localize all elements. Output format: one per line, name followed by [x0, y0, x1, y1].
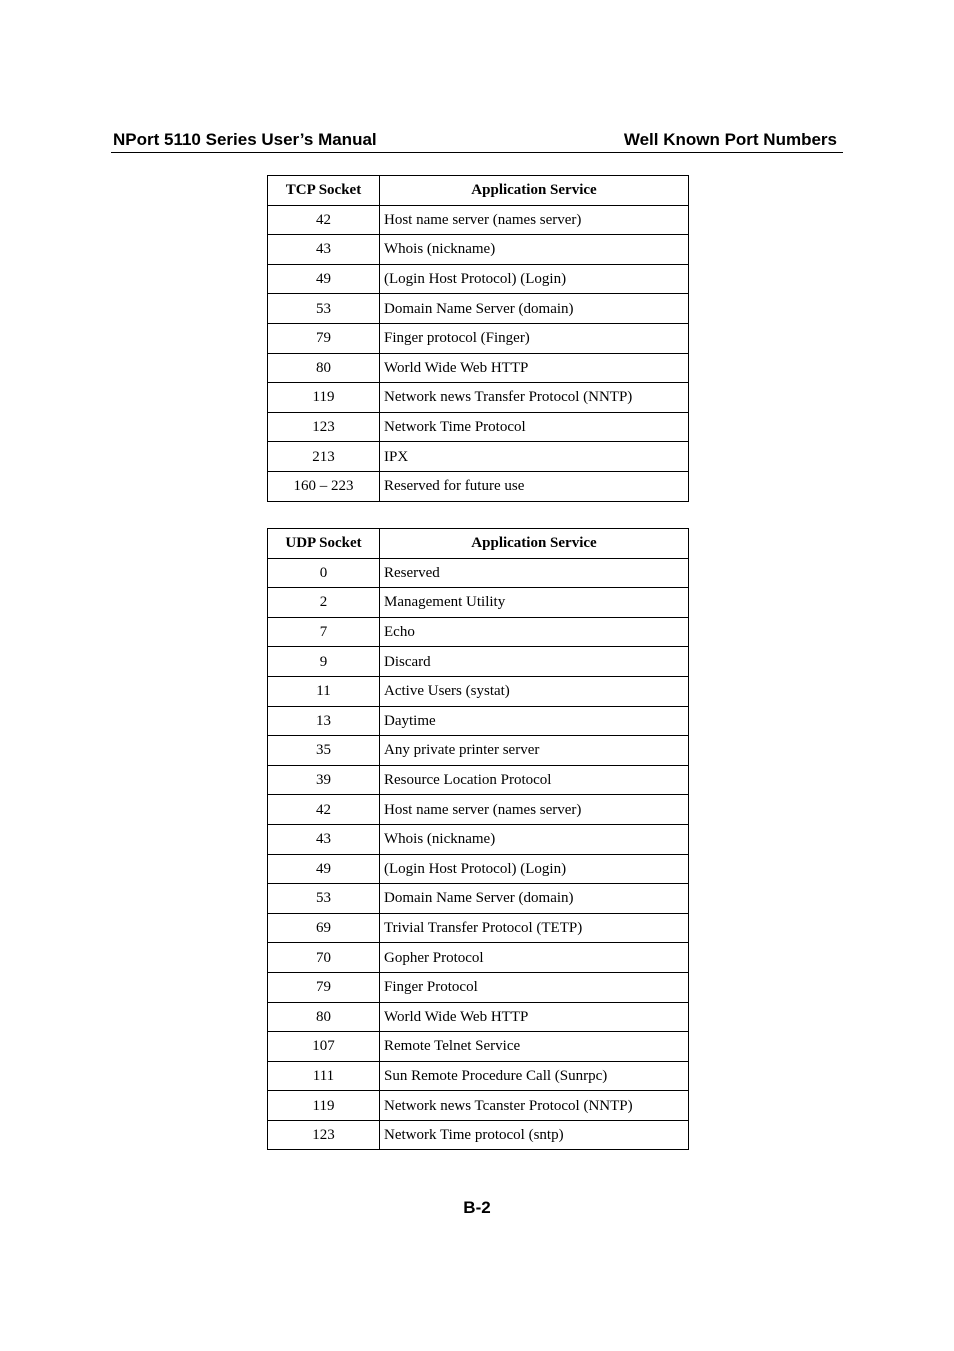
socket-number-cell: 49 [268, 264, 380, 294]
socket-number-cell: 0 [268, 558, 380, 588]
application-service-cell: Whois (nickname) [380, 824, 689, 854]
socket-number-cell: 11 [268, 676, 380, 706]
page-header [111, 128, 843, 153]
table-row [268, 264, 689, 294]
table-row [268, 412, 689, 442]
application-service-cell: Active Users (systat) [380, 676, 689, 706]
socket-number-cell: 69 [268, 913, 380, 943]
table-row [268, 706, 689, 736]
table-row [268, 588, 689, 618]
application-service-cell: Host name server (names server) [380, 205, 689, 235]
application-service-cell: Reserved [380, 558, 689, 588]
socket-number-cell: 53 [268, 884, 380, 914]
application-service-cell: Network Time Protocol [380, 412, 689, 442]
socket-number-cell: 213 [268, 442, 380, 472]
table-row [268, 205, 689, 235]
column-header-socket: UDP Socket [268, 529, 380, 559]
socket-number-cell: 111 [268, 1061, 380, 1091]
socket-number-cell: 39 [268, 765, 380, 795]
table-row [268, 442, 689, 472]
table-row [268, 1091, 689, 1121]
application-service-cell: Network Time protocol (sntp) [380, 1120, 689, 1150]
application-service-cell: (Login Host Protocol) (Login) [380, 854, 689, 884]
table-row [268, 1032, 689, 1062]
application-service-cell: Resource Location Protocol [380, 765, 689, 795]
table-row [268, 647, 689, 677]
column-header-socket: TCP Socket [268, 176, 380, 206]
table-row [268, 676, 689, 706]
table-row [268, 1061, 689, 1091]
socket-number-cell: 80 [268, 1002, 380, 1032]
application-service-cell: Domain Name Server (domain) [380, 294, 689, 324]
section-title: Well Known Port Numbers [623, 130, 837, 149]
table-header-row [268, 176, 689, 206]
application-service-cell: Any private printer server [380, 736, 689, 766]
socket-number-cell: 2 [268, 588, 380, 618]
table-row [268, 1120, 689, 1150]
application-service-cell: Discard [380, 647, 689, 677]
application-service-cell: Whois (nickname) [380, 235, 689, 265]
application-service-cell: Finger protocol (Finger) [380, 323, 689, 353]
application-service-cell: Trivial Transfer Protocol (TETP) [380, 913, 689, 943]
socket-number-cell: 49 [268, 854, 380, 884]
application-service-cell: Echo [380, 617, 689, 647]
table-row [268, 824, 689, 854]
socket-number-cell: 42 [268, 795, 380, 825]
table-row [268, 353, 689, 383]
table-row [268, 795, 689, 825]
column-header-service: Application Service [380, 176, 689, 206]
page-number: B-2 [463, 1198, 491, 1217]
tcp-port-table [267, 175, 689, 502]
table-row [268, 1002, 689, 1032]
table-row [268, 617, 689, 647]
table-row [268, 471, 689, 501]
application-service-cell: World Wide Web HTTP [380, 1002, 689, 1032]
table-row [268, 943, 689, 973]
socket-number-cell: 119 [268, 383, 380, 413]
socket-number-cell: 70 [268, 943, 380, 973]
table-row [268, 972, 689, 1002]
application-service-cell: IPX [380, 442, 689, 472]
application-service-cell: Management Utility [380, 588, 689, 618]
table-row [268, 736, 689, 766]
socket-number-cell: 9 [268, 647, 380, 677]
socket-number-cell: 123 [268, 1120, 380, 1150]
table-row [268, 913, 689, 943]
application-service-cell: Network news Transfer Protocol (NNTP) [380, 383, 689, 413]
socket-number-cell: 160 – 223 [268, 471, 380, 501]
application-service-cell: Host name server (names server) [380, 795, 689, 825]
application-service-cell: (Login Host Protocol) (Login) [380, 264, 689, 294]
socket-number-cell: 53 [268, 294, 380, 324]
socket-number-cell: 119 [268, 1091, 380, 1121]
socket-number-cell: 80 [268, 353, 380, 383]
socket-number-cell: 43 [268, 824, 380, 854]
socket-number-cell: 7 [268, 617, 380, 647]
socket-number-cell: 79 [268, 972, 380, 1002]
application-service-cell: Network news Tcanster Protocol (NNTP) [380, 1091, 689, 1121]
manual-title: NPort 5110 Series User’s Manual [113, 130, 377, 149]
application-service-cell: Sun Remote Procedure Call (Sunrpc) [380, 1061, 689, 1091]
column-header-service: Application Service [380, 529, 689, 559]
application-service-cell: Remote Telnet Service [380, 1032, 689, 1062]
application-service-cell: Reserved for future use [380, 471, 689, 501]
table-row [268, 235, 689, 265]
socket-number-cell: 13 [268, 706, 380, 736]
table-row [268, 323, 689, 353]
socket-number-cell: 123 [268, 412, 380, 442]
application-service-cell: Daytime [380, 706, 689, 736]
table-row [268, 884, 689, 914]
application-service-cell: Gopher Protocol [380, 943, 689, 973]
application-service-cell: World Wide Web HTTP [380, 353, 689, 383]
socket-number-cell: 42 [268, 205, 380, 235]
table-header-row [268, 529, 689, 559]
table-row [268, 558, 689, 588]
socket-number-cell: 35 [268, 736, 380, 766]
socket-number-cell: 107 [268, 1032, 380, 1062]
table-row [268, 383, 689, 413]
table-row [268, 294, 689, 324]
socket-number-cell: 43 [268, 235, 380, 265]
table-row [268, 854, 689, 884]
application-service-cell: Domain Name Server (domain) [380, 884, 689, 914]
socket-number-cell: 79 [268, 323, 380, 353]
application-service-cell: Finger Protocol [380, 972, 689, 1002]
table-row [268, 765, 689, 795]
udp-port-table [267, 528, 689, 1150]
